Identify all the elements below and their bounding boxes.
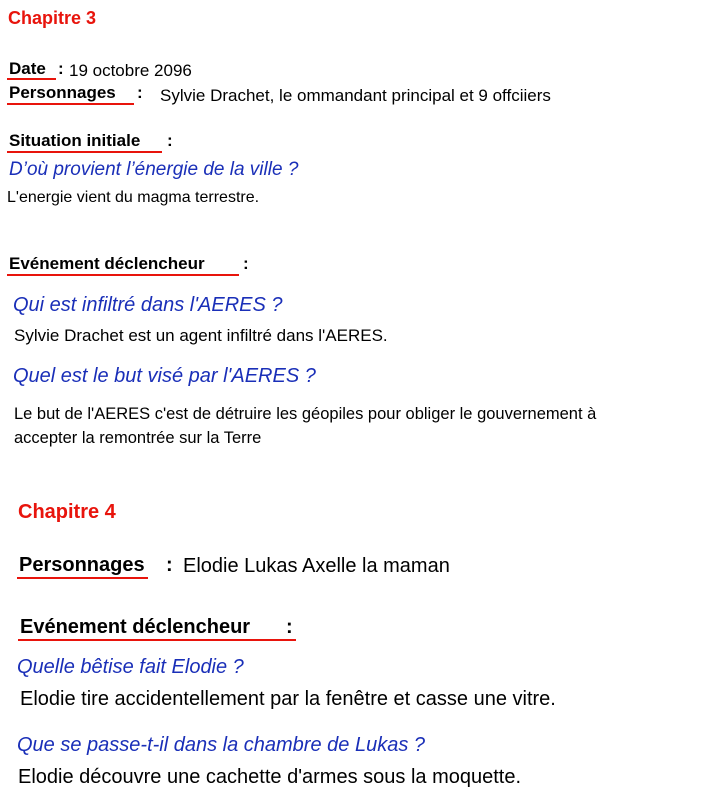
personnages-colon-ch4: : xyxy=(166,554,173,576)
personnages-value-ch3: Sylvie Drachet, le ommandant principal et 9 offciiers xyxy=(160,86,551,105)
chapter-3-title: Chapitre 3 xyxy=(8,8,97,28)
date-label: Date xyxy=(9,59,46,78)
date-colon: : xyxy=(58,59,64,78)
situation-initiale-colon: : xyxy=(167,131,173,150)
question-energie: D’où provient l’énergie de la ville ? xyxy=(9,159,299,180)
answer-betise: Elodie tire accidentellement par la fenêtre et casse une vitre. xyxy=(20,688,556,710)
situation-initiale-label: Situation initiale xyxy=(9,131,141,150)
question-betise: Quelle bêtise fait Elodie ? xyxy=(17,656,244,678)
date-label-underline xyxy=(7,78,56,80)
situation-initiale-underline xyxy=(7,151,162,153)
evenement-declencheur-colon-ch4: : xyxy=(286,616,293,638)
evenement-declencheur-label-ch3: Evénement déclencheur xyxy=(9,254,205,273)
question-but-aeres: Quel est le but visé par l'AERES ? xyxy=(13,365,316,387)
answer-chambre-lukas: Elodie découvre une cachette d'armes sous la moquette. xyxy=(18,766,522,788)
personnages-label-ch3-underline xyxy=(7,103,134,105)
personnages-colon-ch3: : xyxy=(137,83,143,102)
answer-but-aeres-line1: Le but de l'AERES c'est de détruire les géopiles pour obliger le gouvernement à xyxy=(14,405,597,423)
evenement-declencheur-colon-ch3: : xyxy=(243,254,249,273)
chapter-4-title: Chapitre 4 xyxy=(18,501,116,523)
personnages-value-ch4: Elodie Lukas Axelle la maman xyxy=(183,555,450,577)
answer-energie: L'energie vient du magma terrestre. xyxy=(7,189,260,206)
answer-infiltre: Sylvie Drachet est un agent infiltré dans l'AERES. xyxy=(14,326,388,345)
evenement-declencheur-label-ch4: Evénement déclencheur xyxy=(20,616,251,638)
personnages-label-ch4: Personnages xyxy=(19,554,145,576)
personnages-label-ch3: Personnages xyxy=(9,83,116,102)
personnages-label-ch4-underline xyxy=(17,577,148,579)
evenement-declencheur-ch4-underline xyxy=(18,639,296,641)
answer-but-aeres-line2: accepter la remontrée sur la Terre xyxy=(14,429,262,447)
date-value: 19 octobre 2096 xyxy=(69,61,192,80)
question-infiltre: Qui est infiltré dans l'AERES ? xyxy=(13,294,283,316)
evenement-declencheur-ch3-underline xyxy=(7,274,239,276)
question-chambre-lukas: Que se passe-t-il dans la chambre de Lukas ? xyxy=(17,734,425,756)
